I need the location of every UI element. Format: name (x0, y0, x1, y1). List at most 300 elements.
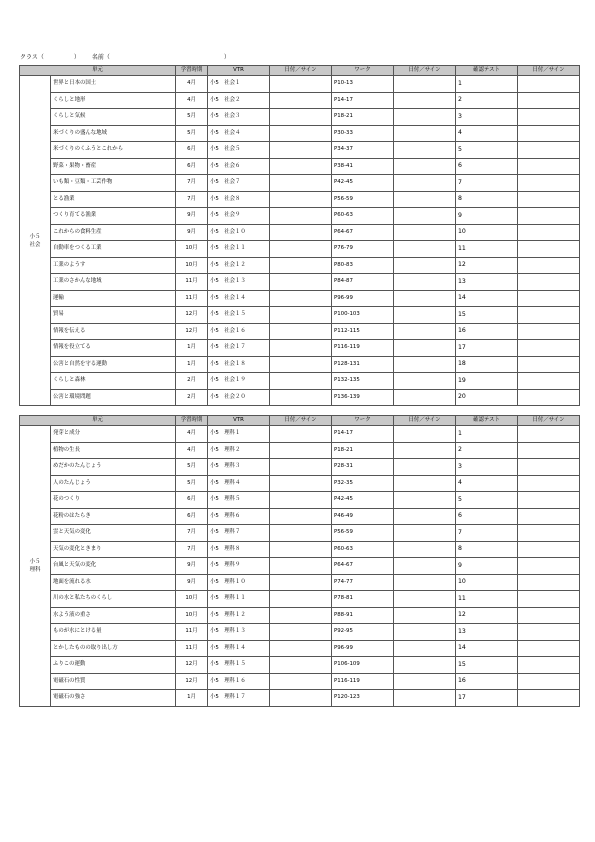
vtr-cell: 小5 社会１０ (208, 224, 270, 241)
vtr-cell: 小5 社会９ (208, 208, 270, 225)
period-cell: 10月 (176, 591, 208, 608)
vtr-date-sign-cell[interactable] (270, 109, 332, 126)
vtr-date-sign-cell[interactable] (270, 224, 332, 241)
vtr-cell: 小5 社会１９ (208, 373, 270, 390)
class-field-label[interactable]: クラス（ ） (20, 54, 80, 61)
test-date-sign-cell[interactable] (518, 175, 580, 192)
work-date-sign-cell[interactable] (394, 76, 456, 93)
vtr-header: VTR (208, 416, 270, 426)
vtr-date-sign-cell[interactable] (270, 673, 332, 690)
work-date-sign-cell[interactable] (394, 673, 456, 690)
work-date-sign-cell[interactable] (394, 274, 456, 291)
table-row (20, 241, 580, 258)
unit-cell: くらしと地形 (51, 92, 176, 109)
period-cell: 5月 (176, 459, 208, 476)
subject-name: 理科 (29, 566, 41, 573)
vtr-date-sign-cell[interactable] (270, 92, 332, 109)
vtr-date-sign-cell[interactable] (270, 624, 332, 641)
vtr-date-sign-cell[interactable] (270, 158, 332, 175)
work-cell: P128-131 (332, 356, 394, 373)
date-sign-header-2: 日付／サイン (394, 66, 456, 76)
work-date-sign-cell[interactable] (394, 208, 456, 225)
period-cell: 12月 (176, 307, 208, 324)
table-row (20, 142, 580, 159)
vtr-cell: 小5 理科３ (208, 459, 270, 476)
work-cell: P10-13 (332, 76, 394, 93)
work-date-sign-cell[interactable] (394, 125, 456, 142)
vtr-date-sign-cell[interactable] (270, 690, 332, 707)
period-cell: 6月 (176, 158, 208, 175)
test-date-sign-cell[interactable] (518, 459, 580, 476)
test-cell: 16 (456, 673, 518, 690)
subject-grade: 小５ (29, 233, 41, 240)
vtr-date-sign-cell[interactable] (270, 574, 332, 591)
test-date-sign-cell[interactable] (518, 525, 580, 542)
test-date-sign-cell[interactable] (518, 690, 580, 707)
table-row (20, 307, 580, 324)
period-cell: 12月 (176, 323, 208, 340)
vtr-cell: 小5 理科１１ (208, 591, 270, 608)
work-date-sign-cell[interactable] (394, 109, 456, 126)
unit-cell: 雲と天気の変化 (51, 525, 176, 542)
unit-cell: 情報を役立てる (51, 340, 176, 357)
work-date-sign-cell[interactable] (394, 541, 456, 558)
unit-cell: くらしと森林 (51, 373, 176, 390)
test-cell: 10 (456, 224, 518, 241)
vtr-date-sign-cell[interactable] (270, 257, 332, 274)
date-sign-header-1: 日付／サイン (270, 66, 332, 76)
period-cell: 9月 (176, 224, 208, 241)
unit-cell: 公害と環境問題 (51, 389, 176, 406)
test-date-sign-cell[interactable] (518, 574, 580, 591)
unit-cell: 水よう液の重さ (51, 607, 176, 624)
vtr-cell: 小5 社会１７ (208, 340, 270, 357)
test-date-sign-cell[interactable] (518, 340, 580, 357)
date-sign-header-1: 日付／サイン (270, 416, 332, 426)
science-table (19, 415, 580, 707)
period-cell: 10月 (176, 257, 208, 274)
unit-cell: 電磁石の強さ (51, 690, 176, 707)
vtr-date-sign-cell[interactable] (270, 442, 332, 459)
period-cell: 5月 (176, 125, 208, 142)
test-date-sign-cell[interactable] (518, 208, 580, 225)
work-date-sign-cell[interactable] (394, 459, 456, 476)
vtr-date-sign-cell[interactable] (270, 525, 332, 542)
work-cell: P100-103 (332, 307, 394, 324)
period-cell: 7月 (176, 175, 208, 192)
subject-name: 社会 (29, 241, 41, 248)
vtr-cell: 小5 社会８ (208, 191, 270, 208)
work-cell: P96-99 (332, 290, 394, 307)
vtr-date-sign-cell[interactable] (270, 508, 332, 525)
test-date-sign-cell[interactable] (518, 508, 580, 525)
test-cell: 7 (456, 175, 518, 192)
period-cell: 1月 (176, 690, 208, 707)
test-date-sign-cell[interactable] (518, 624, 580, 641)
table-row (20, 657, 580, 674)
work-date-sign-cell[interactable] (394, 158, 456, 175)
test-cell: 6 (456, 508, 518, 525)
test-date-sign-cell[interactable] (518, 191, 580, 208)
unit-cell: ものが水にとける量 (51, 624, 176, 641)
test-date-sign-cell[interactable] (518, 541, 580, 558)
work-cell: P42-45 (332, 492, 394, 509)
work-cell: P34-37 (332, 142, 394, 159)
test-cell: 2 (456, 92, 518, 109)
work-date-sign-cell[interactable] (394, 191, 456, 208)
work-date-sign-cell[interactable] (394, 574, 456, 591)
vtr-cell: 小5 社会１１ (208, 241, 270, 258)
unit-cell: 地面を流れる水 (51, 574, 176, 591)
social-studies-table (19, 65, 580, 406)
test-cell: 16 (456, 323, 518, 340)
work-cell: P136-139 (332, 389, 394, 406)
vtr-cell: 小5 社会２ (208, 92, 270, 109)
work-date-sign-cell[interactable] (394, 475, 456, 492)
test-date-sign-cell[interactable] (518, 607, 580, 624)
vtr-cell: 小5 理科６ (208, 508, 270, 525)
test-date-sign-cell[interactable] (518, 274, 580, 291)
vtr-date-sign-cell[interactable] (270, 607, 332, 624)
work-cell: P18-21 (332, 442, 394, 459)
test-date-sign-cell[interactable] (518, 673, 580, 690)
test-header: 確認テスト (456, 66, 518, 76)
work-date-sign-cell[interactable] (394, 690, 456, 707)
table-row (20, 158, 580, 175)
work-cell: P84-87 (332, 274, 394, 291)
unit-cell: 公害と自然を守る運動 (51, 356, 176, 373)
vtr-date-sign-cell[interactable] (270, 142, 332, 159)
work-date-sign-cell[interactable] (394, 389, 456, 406)
work-date-sign-cell[interactable] (394, 340, 456, 357)
vtr-date-sign-cell[interactable] (270, 657, 332, 674)
test-cell: 5 (456, 142, 518, 159)
test-date-sign-cell[interactable] (518, 323, 580, 340)
work-date-sign-cell[interactable] (394, 442, 456, 459)
table-row (20, 607, 580, 624)
test-date-sign-cell[interactable] (518, 373, 580, 390)
work-cell: P112-115 (332, 323, 394, 340)
test-cell: 14 (456, 290, 518, 307)
test-cell: 11 (456, 241, 518, 258)
test-date-sign-cell[interactable] (518, 125, 580, 142)
table-row (20, 525, 580, 542)
test-cell: 4 (456, 125, 518, 142)
test-cell: 15 (456, 657, 518, 674)
period-cell: 12月 (176, 657, 208, 674)
vtr-cell: 小5 理科５ (208, 492, 270, 509)
test-cell: 10 (456, 574, 518, 591)
work-cell: P56-59 (332, 191, 394, 208)
test-cell: 9 (456, 208, 518, 225)
vtr-date-sign-cell[interactable] (270, 340, 332, 357)
table-row (20, 558, 580, 575)
test-cell: 18 (456, 356, 518, 373)
test-date-sign-cell[interactable] (518, 142, 580, 159)
work-date-sign-cell[interactable] (394, 624, 456, 641)
test-date-sign-cell[interactable] (518, 109, 580, 126)
work-cell: P14-17 (332, 92, 394, 109)
period-cell: 11月 (176, 624, 208, 641)
vtr-cell: 小5 社会２０ (208, 389, 270, 406)
unit-cell: 世界と日本の国土 (51, 76, 176, 93)
test-date-sign-cell[interactable] (518, 426, 580, 443)
test-cell: 12 (456, 257, 518, 274)
work-cell: P28-31 (332, 459, 394, 476)
table-row (20, 373, 580, 390)
work-date-sign-cell[interactable] (394, 307, 456, 324)
period-cell: 5月 (176, 475, 208, 492)
table-header-row (20, 66, 580, 76)
test-date-sign-cell[interactable] (518, 92, 580, 109)
vtr-cell: 小5 理科１ (208, 426, 270, 443)
vtr-cell: 小5 社会１６ (208, 323, 270, 340)
work-cell: P42-45 (332, 175, 394, 192)
period-cell: 10月 (176, 607, 208, 624)
vtr-cell: 小5 社会３ (208, 109, 270, 126)
table-row (20, 640, 580, 657)
test-date-sign-cell[interactable] (518, 389, 580, 406)
period-cell: 2月 (176, 389, 208, 406)
work-cell: P116-119 (332, 340, 394, 357)
work-cell: P56-59 (332, 525, 394, 542)
student-header (20, 54, 230, 62)
vtr-date-sign-cell[interactable] (270, 274, 332, 291)
work-cell: P14-17 (332, 426, 394, 443)
vtr-date-sign-cell[interactable] (270, 558, 332, 575)
period-cell: 9月 (176, 208, 208, 225)
test-cell: 1 (456, 426, 518, 443)
table-row (20, 175, 580, 192)
table-row (20, 475, 580, 492)
table-row (20, 459, 580, 476)
vtr-date-sign-cell[interactable] (270, 241, 332, 258)
work-date-sign-cell[interactable] (394, 373, 456, 390)
period-header: 学習時期 (176, 416, 208, 426)
work-cell: P116-119 (332, 673, 394, 690)
table-row (20, 442, 580, 459)
test-cell: 14 (456, 640, 518, 657)
test-cell: 3 (456, 459, 518, 476)
vtr-date-sign-cell[interactable] (270, 541, 332, 558)
work-cell: P74-77 (332, 574, 394, 591)
date-sign-header-3: 日付／サイン (518, 66, 580, 76)
test-cell: 8 (456, 541, 518, 558)
test-date-sign-cell[interactable] (518, 475, 580, 492)
vtr-cell: 小5 理科１７ (208, 690, 270, 707)
period-cell: 12月 (176, 673, 208, 690)
vtr-date-sign-cell[interactable] (270, 125, 332, 142)
vtr-cell: 小5 社会５ (208, 142, 270, 159)
table-row (20, 508, 580, 525)
vtr-cell: 小5 社会１２ (208, 257, 270, 274)
vtr-date-sign-cell[interactable] (270, 323, 332, 340)
work-cell: P76-79 (332, 241, 394, 258)
work-cell: P92-95 (332, 624, 394, 641)
vtr-cell: 小5 理科８ (208, 541, 270, 558)
work-date-sign-cell[interactable] (394, 492, 456, 509)
period-cell: 7月 (176, 541, 208, 558)
work-cell: P120-123 (332, 690, 394, 707)
vtr-date-sign-cell[interactable] (270, 640, 332, 657)
period-cell: 7月 (176, 525, 208, 542)
unit-cell: めだかのたんじょう (51, 459, 176, 476)
period-cell: 4月 (176, 442, 208, 459)
unit-cell: つくり育てる漁業 (51, 208, 176, 225)
work-date-sign-cell[interactable] (394, 607, 456, 624)
test-date-sign-cell[interactable] (518, 558, 580, 575)
work-cell: P64-67 (332, 558, 394, 575)
vtr-cell: 小5 理科７ (208, 525, 270, 542)
work-date-sign-cell[interactable] (394, 142, 456, 159)
vtr-date-sign-cell[interactable] (270, 76, 332, 93)
name-field-label[interactable]: 名前（ ） (91, 54, 230, 61)
test-date-sign-cell[interactable] (518, 158, 580, 175)
vtr-cell: 小5 社会４ (208, 125, 270, 142)
work-cell: P46-49 (332, 508, 394, 525)
vtr-date-sign-cell[interactable] (270, 591, 332, 608)
unit-cell: ふりこの運動 (51, 657, 176, 674)
test-date-sign-cell[interactable] (518, 356, 580, 373)
unit-cell: 貿易 (51, 307, 176, 324)
period-cell: 6月 (176, 492, 208, 509)
subject-cell (20, 426, 51, 707)
work-date-sign-cell[interactable] (394, 224, 456, 241)
table-row (20, 274, 580, 291)
work-date-sign-cell[interactable] (394, 356, 456, 373)
test-cell: 1 (456, 76, 518, 93)
unit-cell: これからの食料生産 (51, 224, 176, 241)
vtr-date-sign-cell[interactable] (270, 426, 332, 443)
work-date-sign-cell[interactable] (394, 525, 456, 542)
vtr-cell: 小5 理科４ (208, 475, 270, 492)
table-header-row (20, 416, 580, 426)
work-header: ワーク (332, 416, 394, 426)
unit-cell: 米づくりの盛んな地域 (51, 125, 176, 142)
work-cell: P38-41 (332, 158, 394, 175)
work-date-sign-cell[interactable] (394, 323, 456, 340)
vtr-date-sign-cell[interactable] (270, 191, 332, 208)
work-date-sign-cell[interactable] (394, 640, 456, 657)
test-date-sign-cell[interactable] (518, 241, 580, 258)
test-cell: 8 (456, 191, 518, 208)
work-cell: P60-63 (332, 541, 394, 558)
table-row (20, 76, 580, 93)
unit-cell: 川の水と私たちのくらし (51, 591, 176, 608)
unit-cell: 台風と天気の変化 (51, 558, 176, 575)
table-row (20, 257, 580, 274)
table-row (20, 109, 580, 126)
period-cell: 5月 (176, 109, 208, 126)
table-row (20, 340, 580, 357)
period-cell: 4月 (176, 92, 208, 109)
work-date-sign-cell[interactable] (394, 92, 456, 109)
work-date-sign-cell[interactable] (394, 591, 456, 608)
vtr-date-sign-cell[interactable] (270, 175, 332, 192)
test-cell: 19 (456, 373, 518, 390)
period-cell: 1月 (176, 356, 208, 373)
work-date-sign-cell[interactable] (394, 257, 456, 274)
vtr-cell: 小5 社会７ (208, 175, 270, 192)
unit-cell: 工業のようす (51, 257, 176, 274)
test-date-sign-cell[interactable] (518, 307, 580, 324)
vtr-cell: 小5 理科９ (208, 558, 270, 575)
period-cell: 1月 (176, 340, 208, 357)
work-cell: P18-21 (332, 109, 394, 126)
table-row (20, 492, 580, 509)
test-date-sign-cell[interactable] (518, 591, 580, 608)
table-row (20, 624, 580, 641)
work-cell: P106-109 (332, 657, 394, 674)
table-row (20, 290, 580, 307)
period-cell: 11月 (176, 274, 208, 291)
test-date-sign-cell[interactable] (518, 290, 580, 307)
work-date-sign-cell[interactable] (394, 508, 456, 525)
test-date-sign-cell[interactable] (518, 442, 580, 459)
vtr-date-sign-cell[interactable] (270, 307, 332, 324)
unit-cell: 自動車をつくる工業 (51, 241, 176, 258)
vtr-cell: 小5 社会１ (208, 76, 270, 93)
unit-cell: いも類・豆類・工芸作物 (51, 175, 176, 192)
vtr-date-sign-cell[interactable] (270, 389, 332, 406)
subject-cell (20, 76, 51, 406)
work-date-sign-cell[interactable] (394, 241, 456, 258)
test-date-sign-cell[interactable] (518, 224, 580, 241)
test-cell: 20 (456, 389, 518, 406)
unit-cell: 天気の変化ときまり (51, 541, 176, 558)
table-row (20, 541, 580, 558)
table-row (20, 323, 580, 340)
vtr-date-sign-cell[interactable] (270, 290, 332, 307)
unit-cell: 花粉のはたらき (51, 508, 176, 525)
period-header: 学習時期 (176, 66, 208, 76)
work-date-sign-cell[interactable] (394, 426, 456, 443)
unit-cell: 情報を伝える (51, 323, 176, 340)
period-cell: 11月 (176, 640, 208, 657)
vtr-date-sign-cell[interactable] (270, 356, 332, 373)
period-cell: 9月 (176, 558, 208, 575)
vtr-date-sign-cell[interactable] (270, 475, 332, 492)
work-date-sign-cell[interactable] (394, 290, 456, 307)
vtr-date-sign-cell[interactable] (270, 208, 332, 225)
vtr-date-sign-cell[interactable] (270, 492, 332, 509)
test-date-sign-cell[interactable] (518, 640, 580, 657)
date-sign-header-2: 日付／サイン (394, 416, 456, 426)
test-date-sign-cell[interactable] (518, 657, 580, 674)
vtr-cell: 小5 社会１３ (208, 274, 270, 291)
vtr-date-sign-cell[interactable] (270, 373, 332, 390)
test-date-sign-cell[interactable] (518, 492, 580, 509)
test-cell: 4 (456, 475, 518, 492)
test-date-sign-cell[interactable] (518, 76, 580, 93)
work-date-sign-cell[interactable] (394, 175, 456, 192)
table-row (20, 356, 580, 373)
vtr-cell: 小5 社会１４ (208, 290, 270, 307)
table-row (20, 690, 580, 707)
test-cell: 17 (456, 340, 518, 357)
period-cell: 4月 (176, 76, 208, 93)
work-cell: P80-83 (332, 257, 394, 274)
unit-cell: 米づくりのくふうとこれから (51, 142, 176, 159)
work-date-sign-cell[interactable] (394, 657, 456, 674)
table-row (20, 389, 580, 406)
work-date-sign-cell[interactable] (394, 558, 456, 575)
work-cell: P30-33 (332, 125, 394, 142)
vtr-date-sign-cell[interactable] (270, 459, 332, 476)
work-cell: P96-99 (332, 640, 394, 657)
test-date-sign-cell[interactable] (518, 257, 580, 274)
test-cell: 5 (456, 492, 518, 509)
